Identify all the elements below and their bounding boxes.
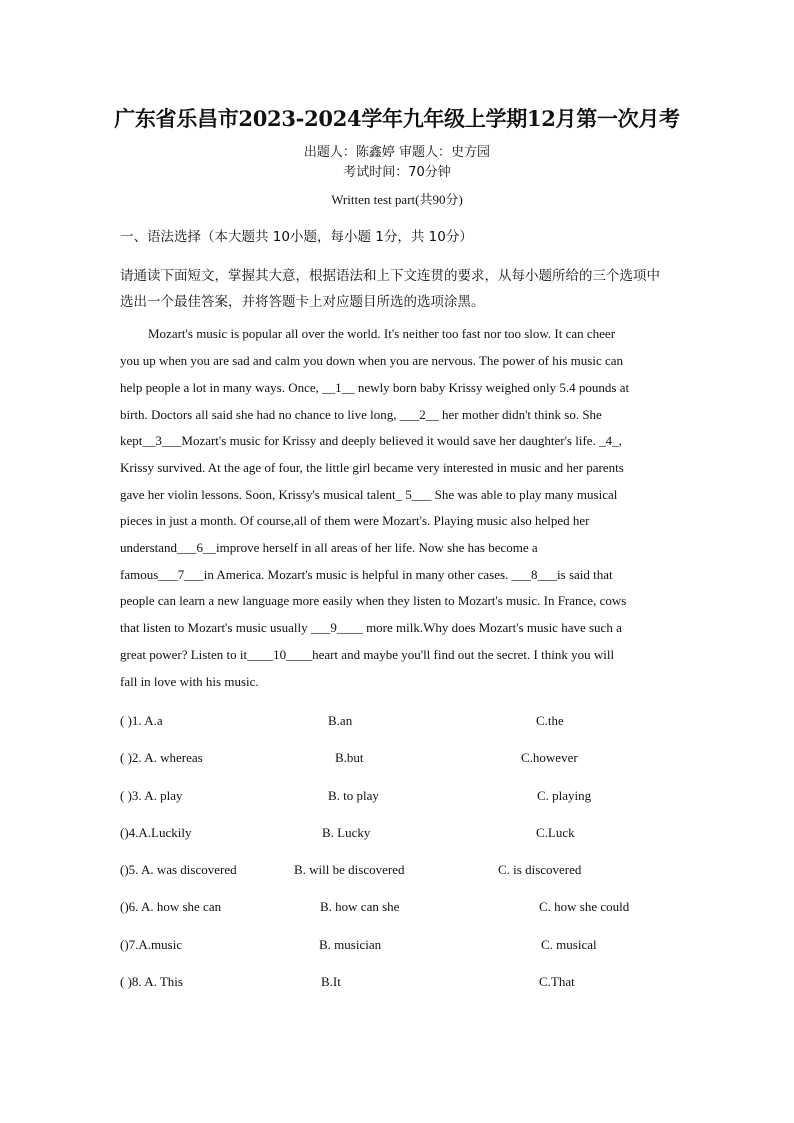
question-option-b: B.but <box>335 750 364 765</box>
exam-title: 广东省乐昌市2023-2024学年九年级上学期12月第一次月考 <box>114 106 680 131</box>
question-option-b: B. musician <box>319 937 382 952</box>
instruction-line: 选出一个最佳答案，并将答题卡上对应题目所选的选项涂黑。 <box>120 294 485 310</box>
question-option-a: ()4.A.Luckily <box>120 825 192 840</box>
question-row <box>0 974 794 994</box>
question-option-c: C.That <box>539 974 575 989</box>
question-option-b: B. Lucky <box>322 825 371 840</box>
question-option-b: B. will be discovered <box>294 862 405 877</box>
question-option-c: C.however <box>521 750 578 765</box>
question-row <box>0 825 794 845</box>
question-option-a: ()7.A.music <box>120 937 183 952</box>
part-heading: Written test part(共90分) <box>331 192 463 207</box>
section-heading: 一、语法选择（本大题共 10小题，每小题 1分，共 10分） <box>120 229 473 245</box>
question-option-a: ( )3. A. play <box>120 788 183 803</box>
question-option-b: B.an <box>328 713 353 728</box>
passage-line: great power? Listen to it____10____heart and maybe you'll find out the secret. I think you will <box>120 647 615 662</box>
passage-line: gave her violin lessons. Soon, Krissy's musical talent_ 5___ She was able to play many musical <box>120 487 618 502</box>
question-row <box>0 713 794 733</box>
passage-line: birth. Doctors all said she had no chance to live long, ___2__ her mother didn't think so. She <box>120 407 602 422</box>
question-row <box>0 862 794 882</box>
passage-line: understand___6__improve herself in all areas of her life. Now she has become a <box>120 540 538 555</box>
passage-line: Krissy survived. At the age of four, the little girl became very interested in music and her parents <box>120 460 624 475</box>
question-option-b: B. how can she <box>320 899 400 914</box>
question-option-c: C. how she could <box>539 899 630 914</box>
authors-line: 出题人：陈鑫婷 审题人：史方园 <box>303 145 491 160</box>
question-option-c: C.Luck <box>536 825 575 840</box>
question-option-c: C. is discovered <box>498 862 582 877</box>
passage-line: famous___7___in America. Mozart's music is helpful in many other cases. ___8___is said that <box>120 567 613 582</box>
passage-line: kept__3___Mozart's music for Krissy and deeply believed it would save her daughter's life. _4_, <box>120 433 622 448</box>
question-option-a: ( )1. A.a <box>120 713 163 728</box>
passage-line: help people a lot in many ways. Once, __1__ newly born baby Krissy weighed only 5.4 pounds at <box>120 380 630 395</box>
question-row <box>0 899 794 919</box>
question-option-a: ()5. A. was discovered <box>120 862 237 877</box>
exam-time: 考试时间：70分钟 <box>343 165 451 180</box>
question-row <box>0 788 794 808</box>
question-option-a: ( )8. A. This <box>120 974 183 989</box>
question-row <box>0 937 794 957</box>
question-option-c: C. playing <box>537 788 592 803</box>
question-option-b: B. to play <box>328 788 379 803</box>
question-option-a: ()6. A. how she can <box>120 899 222 914</box>
passage-line: that listen to Mozart's music usually ___9____ more milk.Why does Mozart's music have such a <box>120 620 622 635</box>
instruction-line: 请通读下面短文，掌握其大意，根据语法和上下文连贯的要求，从每小题所给的三个选项中 <box>120 268 660 284</box>
question-option-c: C.the <box>536 713 564 728</box>
passage-line: fall in love with his music. <box>120 674 259 689</box>
passage-line: people can learn a new language more easily when they listen to Mozart's music. In France, cows <box>120 593 627 608</box>
passage-line: you up when you are sad and calm you down when you are nervous. The power of his music can <box>120 353 624 368</box>
question-option-b: B.It <box>321 974 341 989</box>
question-option-a: ( )2. A. whereas <box>120 750 203 765</box>
passage-line: Mozart's music is popular all over the world. It's neither too fast nor too slow. It can cheer <box>148 326 616 341</box>
question-option-c: C. musical <box>541 937 597 952</box>
passage-line: pieces in just a month. Of course,all of them were Mozart's. Playing music also helped her <box>120 513 590 528</box>
question-row <box>0 750 794 770</box>
